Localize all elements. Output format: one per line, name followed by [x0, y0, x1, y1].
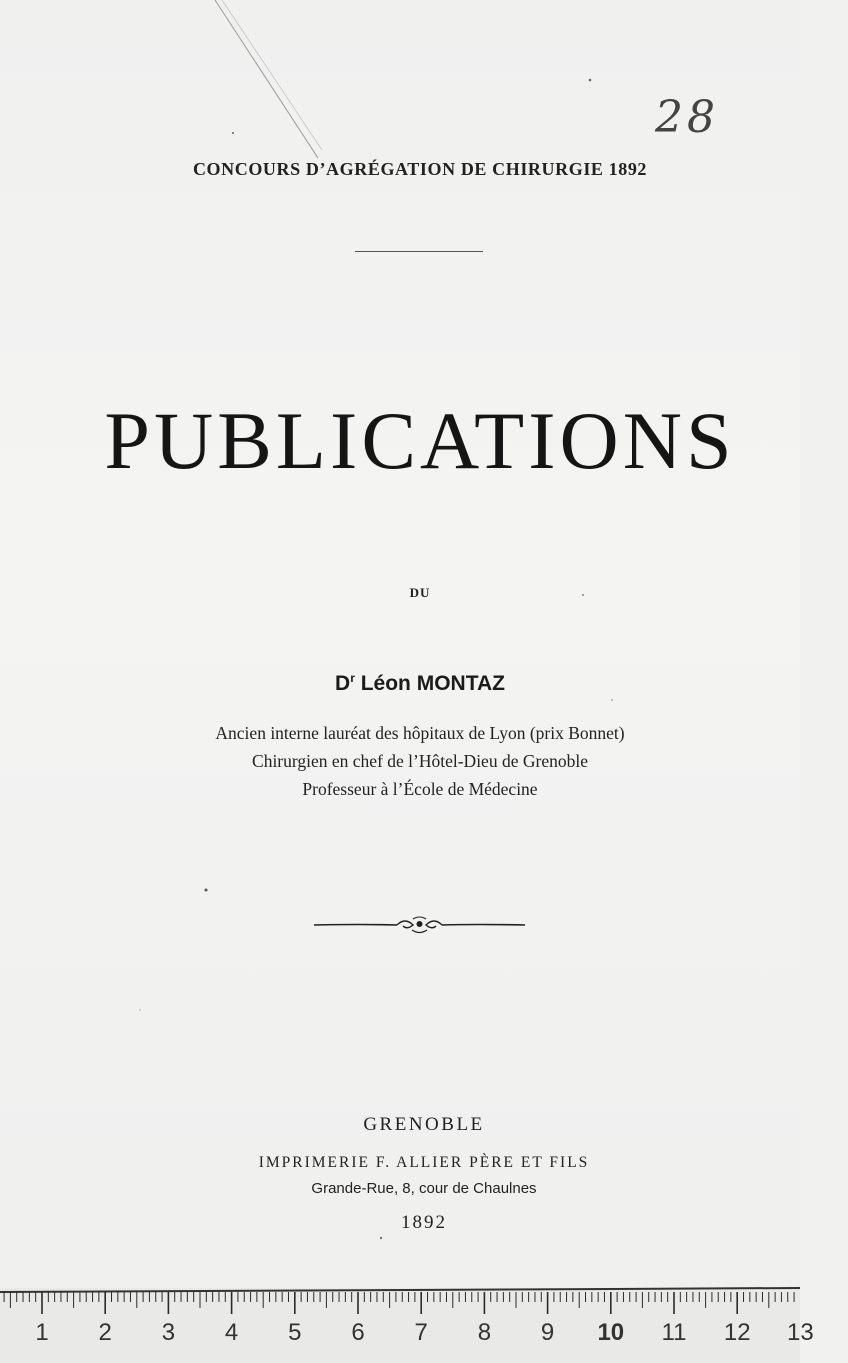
- ruler-number: 11: [661, 1319, 687, 1346]
- author-line: [0, 671, 840, 696]
- credential-line: Chirurgien en chef de l’Hôtel-Dieu de Grenoble: [252, 751, 588, 771]
- title-divider: [355, 251, 483, 252]
- ruler-number: 2: [98, 1319, 112, 1346]
- author-credentials: [0, 719, 840, 803]
- ruler-number: 7: [414, 1319, 428, 1346]
- handwritten-folio-mark: [655, 92, 735, 152]
- imprint-year: 1892: [401, 1212, 447, 1233]
- ornamental-divider: [312, 912, 527, 938]
- author-title: [335, 672, 355, 695]
- folio-number: 28: [655, 92, 719, 143]
- imprint-address: Grande-Rue, 8, cour de Chaulnes: [311, 1180, 537, 1197]
- ruler-number: 9: [540, 1319, 555, 1346]
- ruler-number: 13: [787, 1319, 814, 1346]
- ruler-number: 12: [723, 1319, 751, 1346]
- ruler-number: 6: [351, 1319, 365, 1346]
- preposition: DU: [409, 585, 431, 600]
- ruler-number: 4: [224, 1319, 239, 1346]
- author-name: Léon MONTAZ: [360, 672, 505, 695]
- paper-fold-crease: [0, 0, 330, 170]
- author-prefix: D: [335, 672, 351, 695]
- credential-line: Ancien interne lauréat des hôpitaux de Lyon (prix Bonnet): [215, 723, 625, 743]
- credential-line: Professeur à l’École de Médecine: [302, 779, 538, 799]
- ruler-number: 3: [161, 1319, 176, 1346]
- ruler-number: 8: [477, 1319, 492, 1346]
- author-prefix-superscript: r: [350, 671, 355, 685]
- contest-heading: CONCOURS D’AGRÉGATION DE CHIRURGIE 1892: [192, 159, 648, 179]
- ruler-number: 5: [288, 1319, 302, 1346]
- imprint-printer: IMPRIMERIE F. ALLIER PÈRE ET FILS: [258, 1154, 590, 1171]
- measurement-ruler: [0, 1288, 814, 1363]
- imprint-city: GRENOBLE: [363, 1114, 485, 1135]
- ruler-number: 10: [597, 1319, 625, 1346]
- page-title: PUBLICATIONS: [104, 395, 736, 486]
- ruler-number: 1: [35, 1319, 49, 1346]
